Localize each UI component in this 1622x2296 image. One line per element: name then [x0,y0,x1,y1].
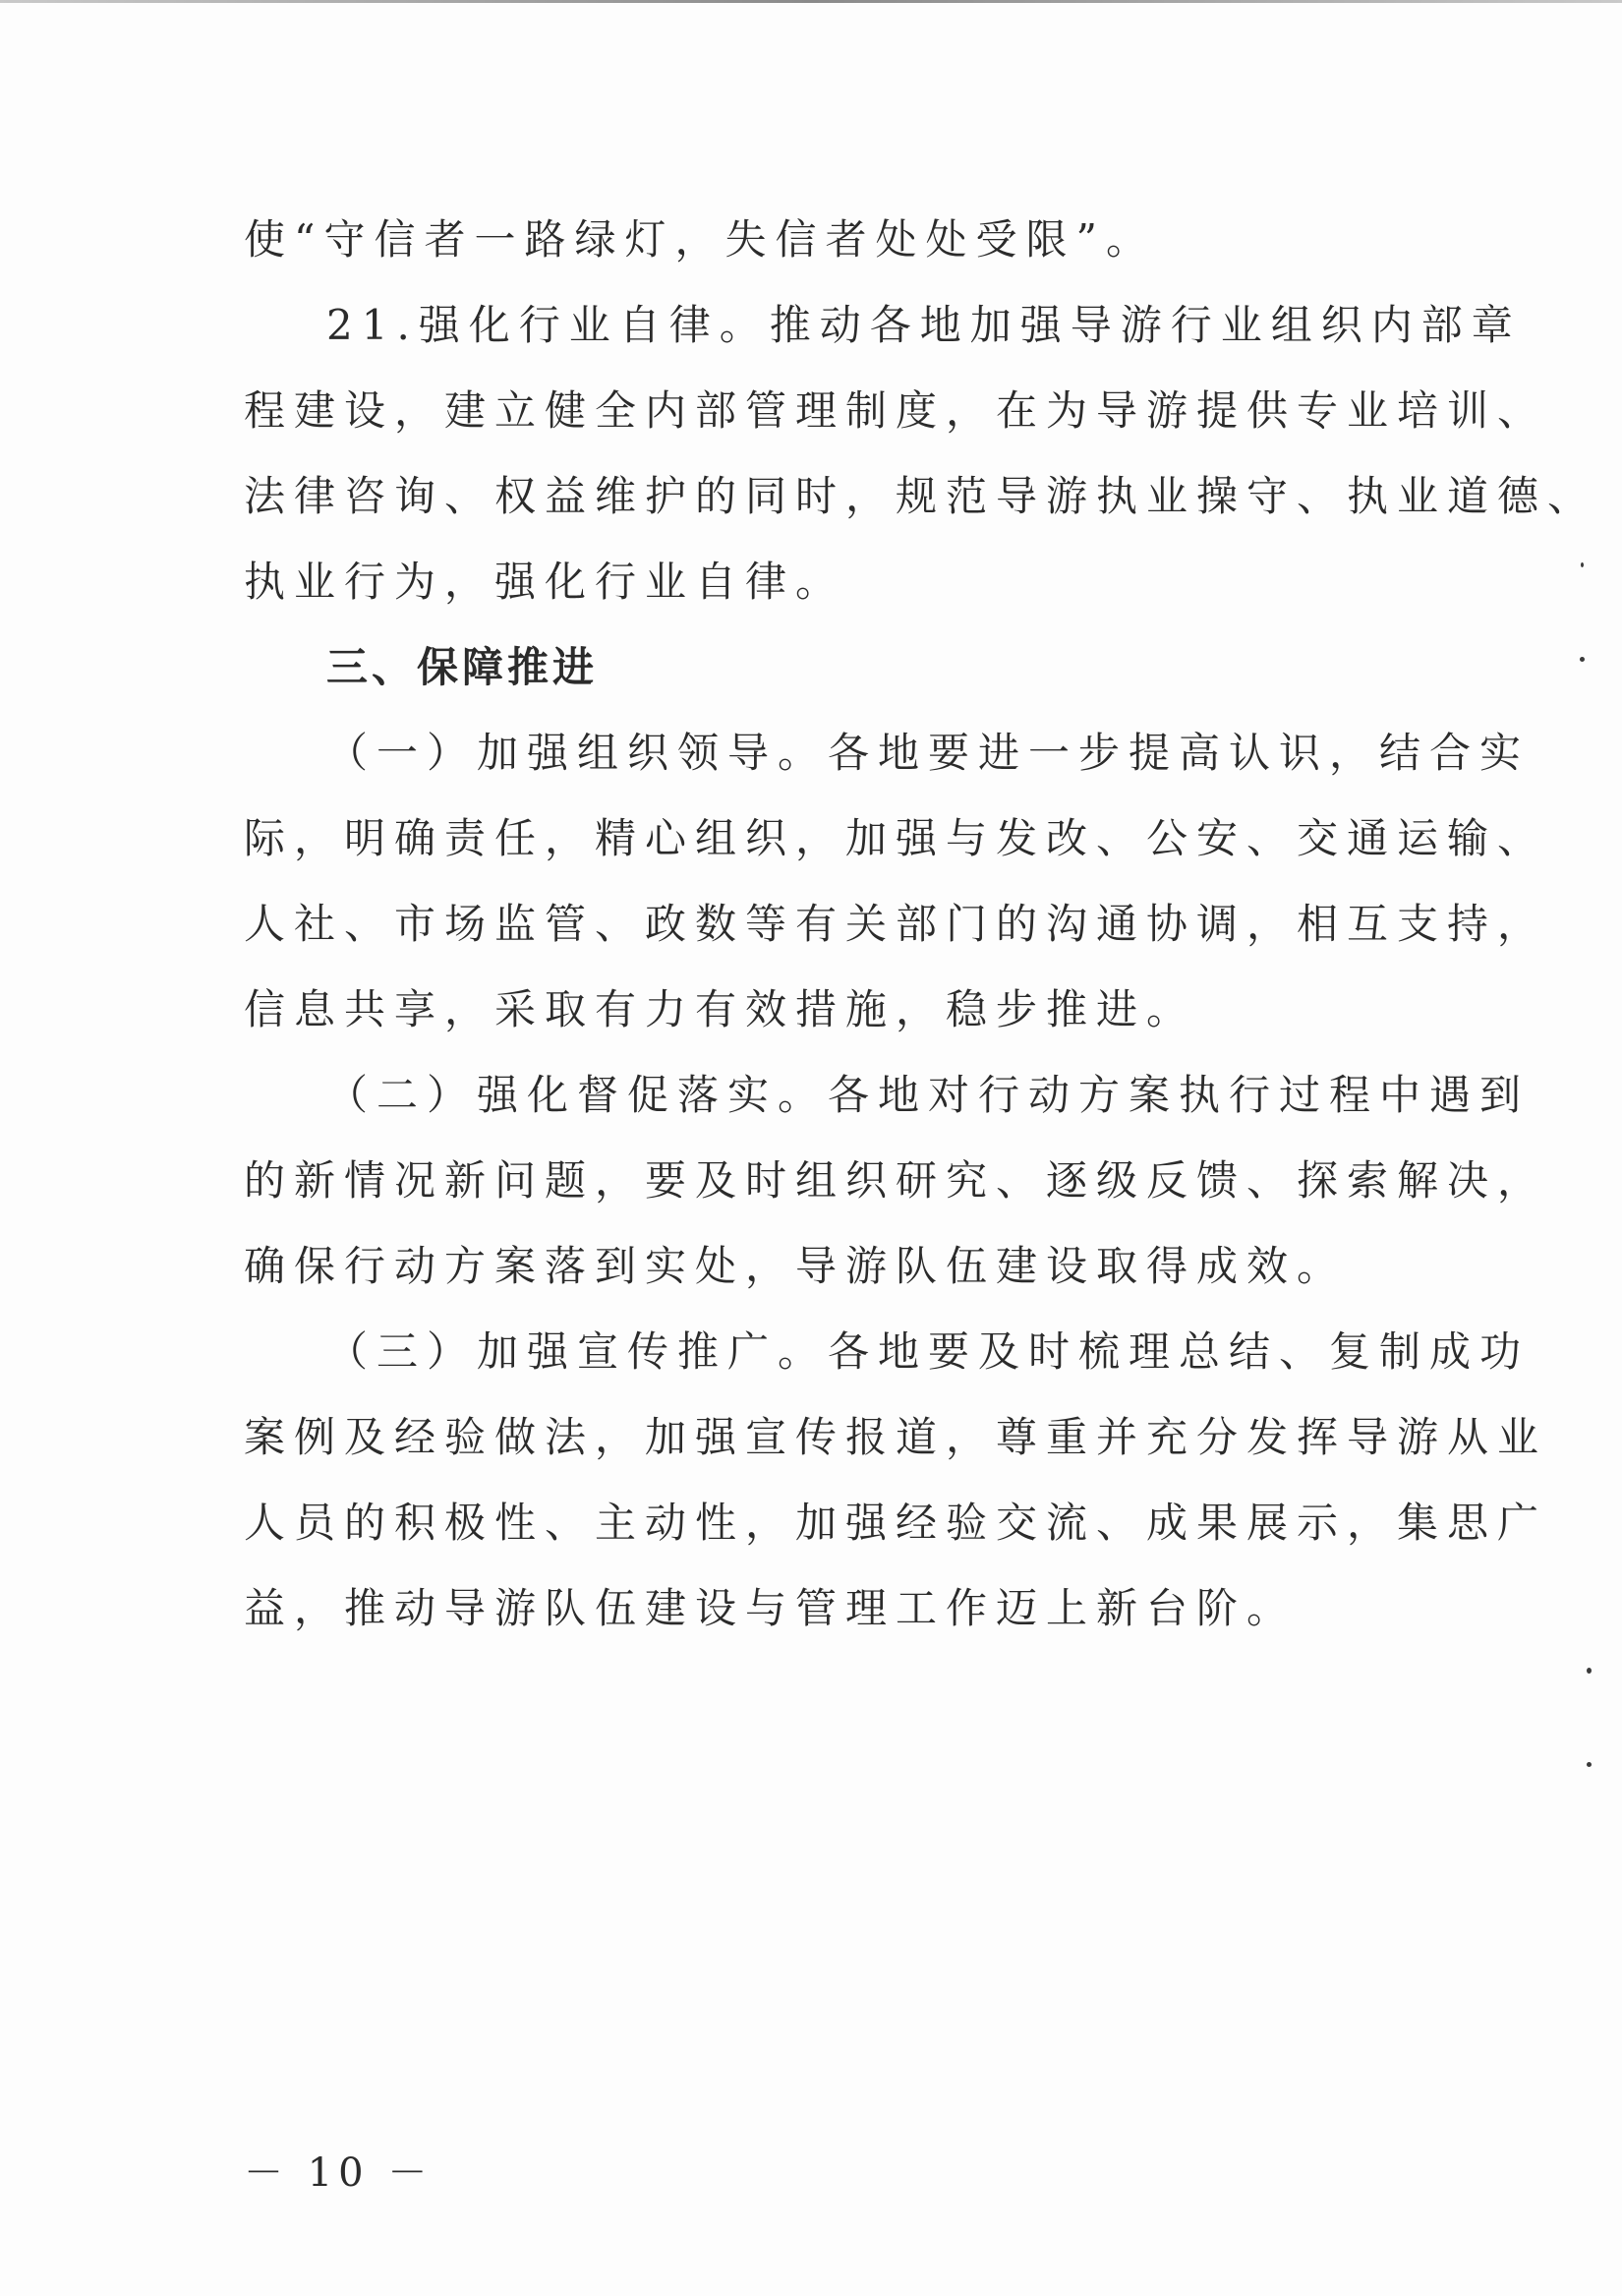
text-line: 法律咨询、权益维护的同时，规范导游执业操守、执业道德、 [244,472,1598,520]
page-number: － 10 － [244,2150,434,2196]
text-line: （三）加强宣传推广。各地要及时梳理总结、复制成功 [326,1327,1531,1376]
text-line: 际，明确责任，精心组织，加强与发改、公安、交通运输、 [244,814,1548,862]
text-line: 执业行为，强化行业自律。 [244,558,846,606]
text-line: （二）强化督促落实。各地对行动方案执行过程中遇到 [326,1071,1531,1119]
text-line: 21.强化行业自律。推动各地加强导游行业组织内部章 [326,301,1522,349]
text-line: （一）加强组织领导。各地要进一步提高认识，结合实 [326,729,1531,777]
text-line: 确保行动方案落到实处，导游队伍建设取得成效。 [244,1242,1348,1290]
scan-top-edge [0,0,1622,3]
document-body [244,197,1598,1651]
text-line: 案例及经验做法，加强宣传报道，尊重并充分发挥导游从业 [244,1413,1548,1461]
section-heading: 三、保障推进 [326,643,599,691]
text-line: 的新情况新问题，要及时组织研究、逐级反馈、探索解决， [244,1156,1548,1205]
text-line: 人社、市场监管、政数等有关部门的沟通协调，相互支持， [244,900,1548,948]
text-line: 程建设，建立健全内部管理制度，在为导游提供专业培训、 [244,386,1548,435]
scan-speck [1580,657,1585,662]
scan-speck [1581,562,1584,567]
text-line: 益，推动导游队伍建设与管理工作迈上新台阶。 [244,1584,1298,1632]
text-line: 使“守信者一路绿灯，失信者处处受限”。 [244,215,1156,264]
scan-speck [1587,1668,1592,1674]
scan-speck [1587,1762,1592,1767]
text-line: 信息共享，采取有力有效措施，稳步推进。 [244,985,1197,1033]
text-line: 人员的积极性、主动性，加强经验交流、成果展示，集思广 [244,1499,1548,1547]
